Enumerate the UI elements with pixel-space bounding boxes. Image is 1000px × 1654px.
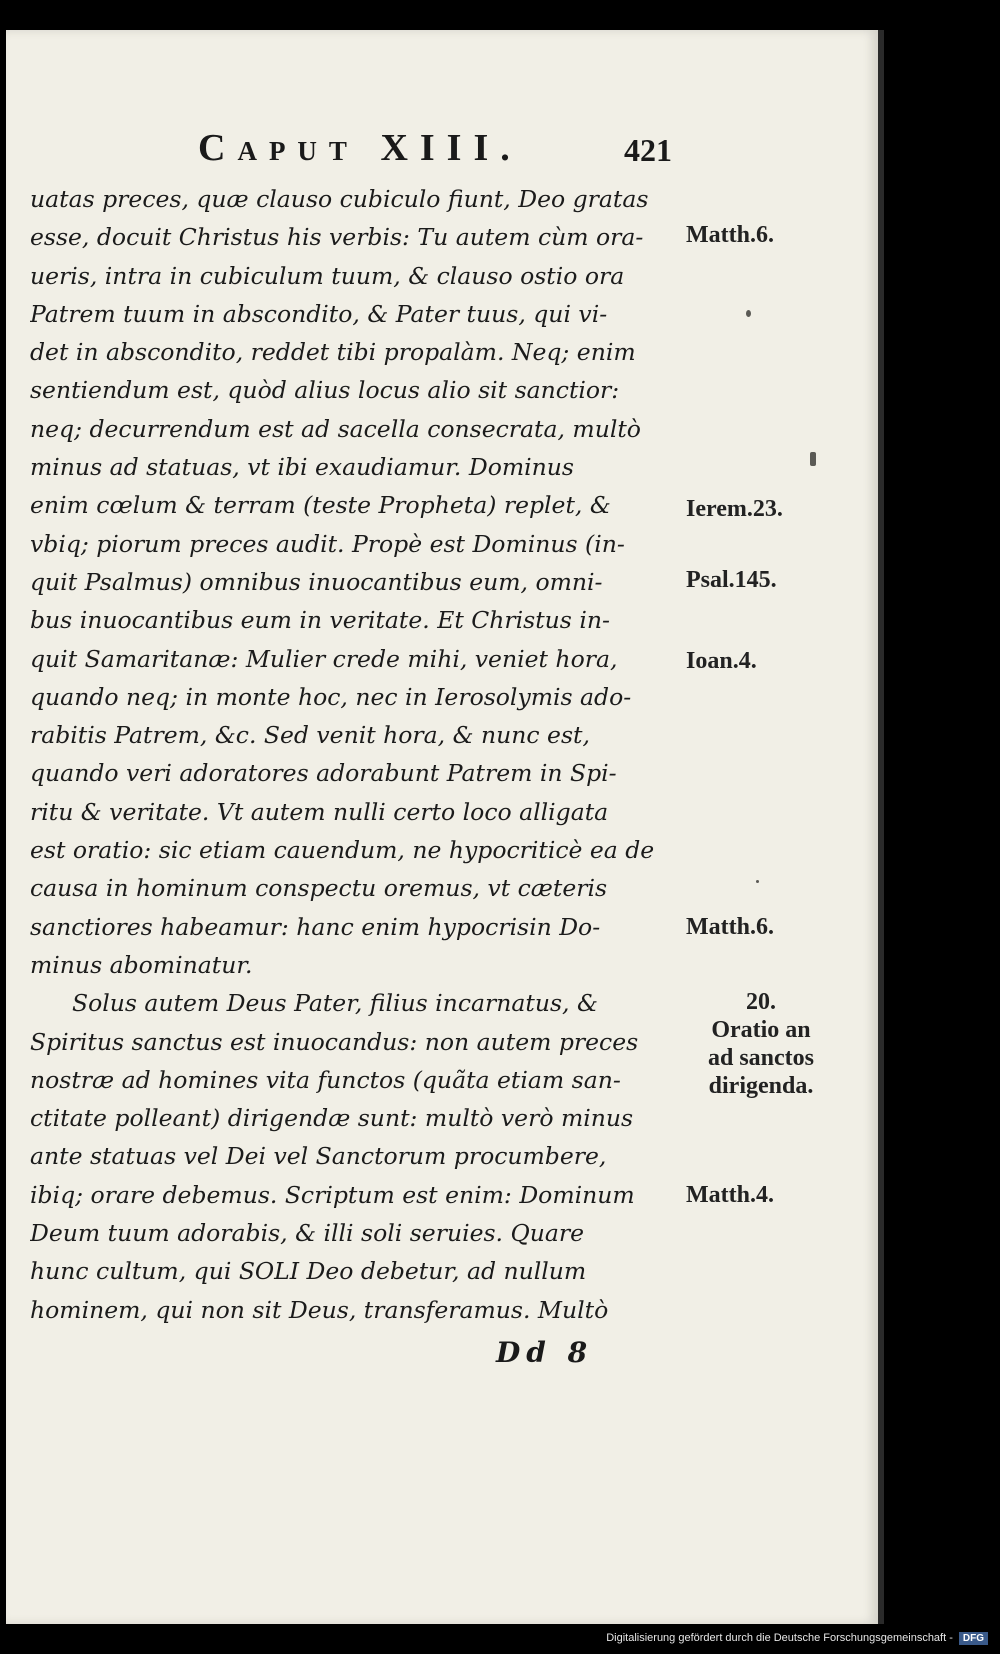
text-line: enim cœlum & terram (teste Propheta) replet, &: [30, 491, 611, 520]
paper-speck: [810, 452, 816, 466]
text-line: rabitis Patrem, &c. Sed venit hora, & nunc est,: [30, 721, 590, 750]
footer-credit: Digitalisierung gefördert durch die Deutsche Forschungsgemeinschaft -: [606, 1632, 953, 1644]
text-line: ibiq; orare debemus. Scriptum est enim: Dominum: [30, 1180, 635, 1209]
margin-section-heading: [686, 988, 836, 1100]
text-line: causa in hominum conspectu oremus, vt cæteris: [30, 874, 608, 903]
page-header: [198, 126, 698, 176]
text-line: ueris, intra in cubiculum tuum, & clauso ostio ora: [30, 261, 625, 290]
text-line: ante statuas vel Dei vel Sanctorum procumbere,: [30, 1142, 607, 1171]
paragraph-start-line: Solus autem Deus Pater, filius incarnatus, &: [72, 989, 598, 1018]
section-heading-line: ad sanctos: [707, 1045, 815, 1071]
text-line: Patrem tuum in abscondito, & Pater tuus, qui vi-: [30, 299, 608, 328]
page-number: 421: [624, 132, 672, 168]
text-line: nostræ ad homines vita functos (quãta etiam san-: [30, 1065, 621, 1094]
section-heading-line: Oratio an: [711, 1017, 811, 1043]
margin-note-matth6: Matth.6.: [686, 222, 774, 248]
section-heading-line: dirigenda.: [708, 1073, 814, 1099]
text-line: neq; decurrendum est ad sacella consecrata, multò: [30, 414, 641, 443]
text-line: Spiritus sanctus est inuocandus: non autem preces: [30, 1027, 639, 1056]
text-line: uatas preces, quæ clauso cubiculo fiunt, Deo gratas: [30, 185, 649, 213]
text-line: hominem, qui non sit Deus, transferamus. Multò: [30, 1295, 609, 1324]
text-line: sentiendum est, quòd alius locus alio sit sanctior:: [30, 376, 620, 405]
text-line: quando veri adoratores adorabunt Patrem in Spi-: [30, 759, 617, 788]
text-line: minus ad statuas, vt ibi exaudiamur. Dominus: [30, 453, 574, 482]
paper-speck: [746, 310, 751, 317]
margin-note-ierem23: Ierem.23.: [686, 496, 783, 522]
dfg-logo: DFG: [959, 1632, 988, 1645]
text-line: ctitate polleant) dirigendæ sunt: multò verò minus: [30, 1104, 634, 1133]
paper-speck: [756, 880, 759, 883]
text-line: det in abscondito, reddet tibi propalàm. Neq; enim: [30, 338, 636, 367]
digitization-footer: [606, 1630, 988, 1646]
text-line: bus inuocantibus eum in veritate. Et Christus in-: [30, 606, 610, 635]
margin-note-matth4: Matth.4.: [686, 1182, 774, 1208]
text-line: quando neq; in monte hoc, nec in Ierosolymis ado-: [30, 682, 632, 711]
text-line: Deum tuum adorabis, & illi soli seruies. Quare: [30, 1219, 585, 1248]
text-line: est oratio: sic etiam cauendum, ne hypocriticè ea de: [30, 836, 655, 865]
text-line: quit Samaritanæ: Mulier crede mihi, veniet hora,: [30, 644, 618, 673]
margin-note-matth6-second: Matth.6.: [686, 914, 774, 940]
text-line: esse, docuit Christus his verbis: Tu autem cùm ora-: [30, 223, 644, 252]
section-number: 20.: [746, 989, 776, 1015]
text-line: vbiq; piorum preces audit. Propè est Dominus (in-: [30, 529, 625, 558]
text-line: ritu & veritate. Vt autem nulli certo loco alligata: [30, 797, 609, 826]
text-line: quit Psalmus) omnibus inuocantibus eum, omni-: [30, 567, 603, 596]
signature-mark: Dd 8: [496, 1336, 594, 1369]
running-head: Caput XIII.: [198, 127, 522, 169]
text-line: sanctiores habeamur: hanc enim hypocrisin Do-: [30, 912, 601, 941]
main-text-column: [30, 180, 680, 1329]
text-line: hunc cultum, qui SOLI Deo debetur, ad nullum: [30, 1257, 587, 1286]
margin-note-ioan4: Ioan.4.: [686, 648, 757, 674]
margin-note-psal145: Psal.145.: [686, 567, 777, 593]
text-line: minus abominatur.: [30, 950, 253, 979]
page-edge: [878, 30, 884, 1624]
